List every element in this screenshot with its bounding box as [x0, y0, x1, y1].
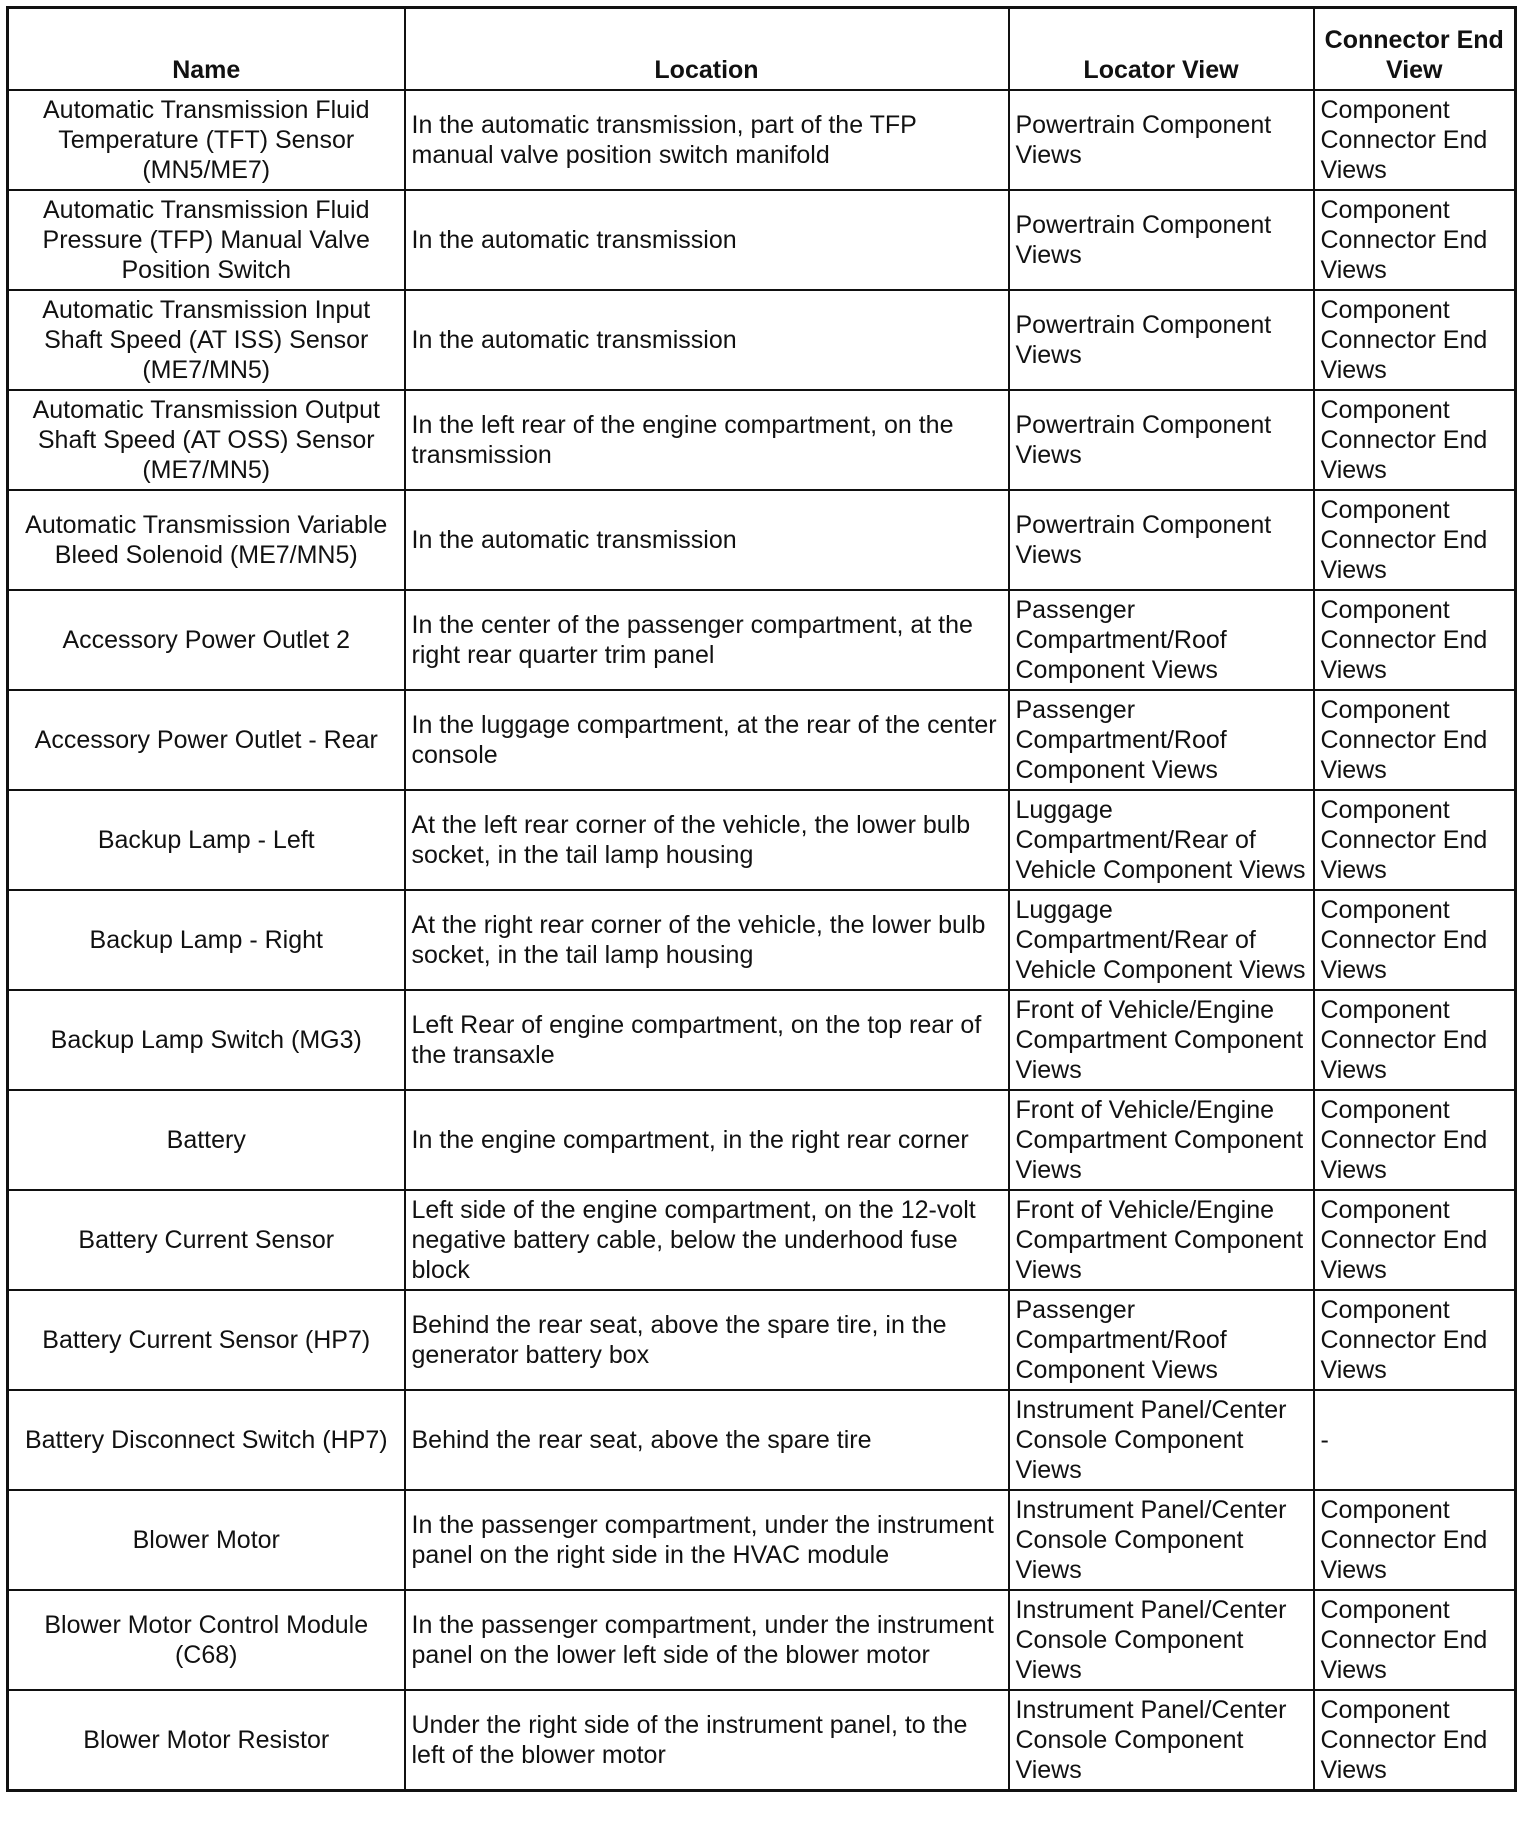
cell-connector-end-view: Component Connector End Views — [1314, 1290, 1516, 1390]
cell-location: Under the right side of the instrument panel, to the left of the blower motor — [405, 1690, 1009, 1791]
component-locator-sheet — [6, 6, 1517, 1792]
cell-connector-end-view: Component Connector End Views — [1314, 1690, 1516, 1791]
cell-connector-end-view: Component Connector End Views — [1314, 1190, 1516, 1290]
cell-name: Battery Disconnect Switch (HP7) — [8, 1390, 405, 1490]
cell-location: Behind the rear seat, above the spare tire, in the generator battery box — [405, 1290, 1009, 1390]
cell-locator-view: Passenger Compartment/Roof Component Views — [1009, 590, 1314, 690]
cell-locator-view: Luggage Compartment/Rear of Vehicle Component Views — [1009, 790, 1314, 890]
cell-locator-view: Instrument Panel/Center Console Component Views — [1009, 1590, 1314, 1690]
table-row — [8, 1490, 1516, 1590]
table-row — [8, 190, 1516, 290]
table-row — [8, 890, 1516, 990]
cell-name: Automatic Transmission Input Shaft Speed (AT ISS) Sensor (ME7/MN5) — [8, 290, 405, 390]
cell-location: In the passenger compartment, under the instrument panel on the right side in the HVAC module — [405, 1490, 1009, 1590]
cell-name: Blower Motor — [8, 1490, 405, 1590]
cell-name: Blower Motor Resistor — [8, 1690, 405, 1791]
header-row — [8, 8, 1516, 91]
cell-location: Left Rear of engine compartment, on the top rear of the transaxle — [405, 990, 1009, 1090]
cell-locator-view: Passenger Compartment/Roof Component Views — [1009, 690, 1314, 790]
table-body — [8, 90, 1516, 1791]
cell-connector-end-view: Component Connector End Views — [1314, 90, 1516, 190]
cell-location: At the right rear corner of the vehicle, the lower bulb socket, in the tail lamp housing — [405, 890, 1009, 990]
cell-locator-view: Instrument Panel/Center Console Component Views — [1009, 1690, 1314, 1791]
table-row — [8, 490, 1516, 590]
header-locator-view: Locator View — [1009, 8, 1314, 91]
cell-name: Battery Current Sensor — [8, 1190, 405, 1290]
cell-name: Automatic Transmission Fluid Temperature (TFT) Sensor (MN5/ME7) — [8, 90, 405, 190]
cell-location: In the left rear of the engine compartment, on the transmission — [405, 390, 1009, 490]
cell-locator-view: Instrument Panel/Center Console Component Views — [1009, 1390, 1314, 1490]
table-row — [8, 290, 1516, 390]
table-header — [8, 8, 1516, 91]
cell-connector-end-view: Component Connector End Views — [1314, 1090, 1516, 1190]
cell-connector-end-view: Component Connector End Views — [1314, 990, 1516, 1090]
cell-locator-view: Powertrain Component Views — [1009, 290, 1314, 390]
cell-locator-view: Powertrain Component Views — [1009, 390, 1314, 490]
cell-locator-view: Powertrain Component Views — [1009, 90, 1314, 190]
cell-location: In the automatic transmission, part of the TFP manual valve position switch manifold — [405, 90, 1009, 190]
cell-connector-end-view: Component Connector End Views — [1314, 390, 1516, 490]
cell-name: Blower Motor Control Module (C68) — [8, 1590, 405, 1690]
cell-connector-end-view: Component Connector End Views — [1314, 1590, 1516, 1690]
header-location: Location — [405, 8, 1009, 91]
cell-connector-end-view: Component Connector End Views — [1314, 290, 1516, 390]
cell-connector-end-view: Component Connector End Views — [1314, 490, 1516, 590]
cell-connector-end-view: Component Connector End Views — [1314, 190, 1516, 290]
cell-location: In the automatic transmission — [405, 190, 1009, 290]
table-row — [8, 790, 1516, 890]
cell-locator-view: Front of Vehicle/Engine Compartment Component Views — [1009, 1190, 1314, 1290]
cell-locator-view: Front of Vehicle/Engine Compartment Component Views — [1009, 1090, 1314, 1190]
cell-location: In the passenger compartment, under the instrument panel on the lower left side of the blower motor — [405, 1590, 1009, 1690]
header-name: Name — [8, 8, 405, 91]
table-row — [8, 1690, 1516, 1791]
table-row — [8, 1390, 1516, 1490]
cell-location: In the center of the passenger compartment, at the right rear quarter trim panel — [405, 590, 1009, 690]
cell-name: Battery Current Sensor (HP7) — [8, 1290, 405, 1390]
cell-locator-view: Passenger Compartment/Roof Component Views — [1009, 1290, 1314, 1390]
cell-location: Left side of the engine compartment, on the 12-volt negative battery cable, below the underhood fuse block — [405, 1190, 1009, 1290]
cell-name: Backup Lamp - Right — [8, 890, 405, 990]
cell-connector-end-view: - — [1314, 1390, 1516, 1490]
table-row — [8, 590, 1516, 690]
cell-connector-end-view: Component Connector End Views — [1314, 790, 1516, 890]
cell-location: In the automatic transmission — [405, 290, 1009, 390]
cell-name: Battery — [8, 1090, 405, 1190]
table-row — [8, 690, 1516, 790]
cell-name: Backup Lamp - Left — [8, 790, 405, 890]
table-row — [8, 390, 1516, 490]
cell-connector-end-view: Component Connector End Views — [1314, 690, 1516, 790]
cell-location: Behind the rear seat, above the spare tire — [405, 1390, 1009, 1490]
cell-connector-end-view: Component Connector End Views — [1314, 590, 1516, 690]
cell-connector-end-view: Component Connector End Views — [1314, 890, 1516, 990]
cell-name: Automatic Transmission Fluid Pressure (TFP) Manual Valve Position Switch — [8, 190, 405, 290]
cell-location: In the automatic transmission — [405, 490, 1009, 590]
table-row — [8, 90, 1516, 190]
cell-name: Automatic Transmission Variable Bleed Solenoid (ME7/MN5) — [8, 490, 405, 590]
cell-name: Accessory Power Outlet - Rear — [8, 690, 405, 790]
cell-locator-view: Luggage Compartment/Rear of Vehicle Component Views — [1009, 890, 1314, 990]
cell-location: In the luggage compartment, at the rear of the center console — [405, 690, 1009, 790]
table-row — [8, 1290, 1516, 1390]
cell-locator-view: Powertrain Component Views — [1009, 190, 1314, 290]
table-row — [8, 990, 1516, 1090]
table-row — [8, 1590, 1516, 1690]
cell-name: Automatic Transmission Output Shaft Speed (AT OSS) Sensor (ME7/MN5) — [8, 390, 405, 490]
cell-locator-view: Powertrain Component Views — [1009, 490, 1314, 590]
cell-location: At the left rear corner of the vehicle, the lower bulb socket, in the tail lamp housing — [405, 790, 1009, 890]
cell-location: In the engine compartment, in the right rear corner — [405, 1090, 1009, 1190]
cell-name: Accessory Power Outlet 2 — [8, 590, 405, 690]
header-connector-end-view: Connector End View — [1314, 8, 1516, 91]
cell-connector-end-view: Component Connector End Views — [1314, 1490, 1516, 1590]
cell-name: Backup Lamp Switch (MG3) — [8, 990, 405, 1090]
table-row — [8, 1090, 1516, 1190]
component-locator-table — [6, 6, 1517, 1792]
table-row — [8, 1190, 1516, 1290]
cell-locator-view: Front of Vehicle/Engine Compartment Component Views — [1009, 990, 1314, 1090]
cell-locator-view: Instrument Panel/Center Console Component Views — [1009, 1490, 1314, 1590]
